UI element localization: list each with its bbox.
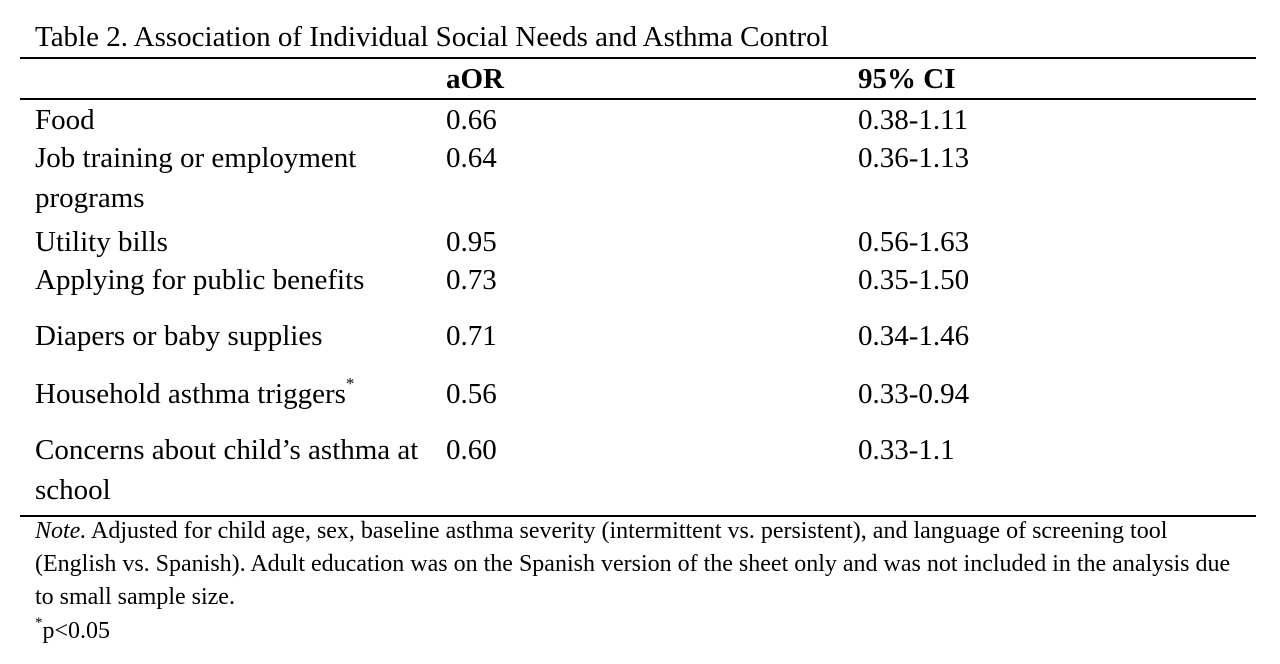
- significance-footnote-marker: *: [35, 615, 43, 631]
- table-caption: Table 2. Association of Individual Social Needs and Asthma Control: [35, 21, 829, 53]
- row-ci: 0.36-1.13: [858, 142, 970, 174]
- row-aor: 0.56: [446, 378, 497, 410]
- row-label: Concerns about child’s asthma at school: [35, 434, 419, 506]
- row-aor: 0.64: [446, 142, 497, 174]
- row-ci: 0.34-1.46: [858, 320, 970, 352]
- row-aor: 0.71: [446, 320, 497, 352]
- row-label: Job training or employment programs: [35, 142, 357, 214]
- row-aor: 0.66: [446, 104, 497, 136]
- top-rule: [20, 57, 1256, 59]
- significance-footnote-text: p<0.05: [42, 618, 111, 644]
- note-label: Note.: [35, 518, 87, 544]
- row-label: Applying for public benefits: [35, 264, 365, 296]
- row-aor: 0.73: [446, 264, 497, 296]
- header-aor: aOR: [446, 63, 504, 95]
- row-label: Utility bills: [35, 226, 168, 258]
- row-ci: 0.33-1.1: [858, 434, 955, 466]
- row-ci: 0.33-0.94: [858, 378, 970, 410]
- row-label-wrap: [35, 374, 425, 414]
- significance-footnote: [35, 615, 110, 648]
- row-label: Diapers or baby supplies: [35, 320, 323, 352]
- table-note: [35, 515, 1235, 614]
- row-label: Household asthma triggers: [35, 378, 346, 410]
- row-aor: 0.60: [446, 434, 497, 466]
- row-ci: 0.35-1.50: [858, 264, 970, 296]
- header-ci: 95% CI: [858, 63, 956, 95]
- row-ci: 0.56-1.63: [858, 226, 970, 258]
- row-ci: 0.38-1.11: [858, 104, 969, 136]
- note-text: Adjusted for child age, sex, baseline asthma severity (intermittent vs. persistent), and language of screening tool (English vs. Spanish). Adult education was on the Spanish version of the sheet only and was not included in the analysis due to small sample size.: [35, 518, 1231, 610]
- significance-marker: *: [345, 374, 355, 394]
- row-label: Food: [35, 104, 95, 136]
- row-aor: 0.95: [446, 226, 497, 258]
